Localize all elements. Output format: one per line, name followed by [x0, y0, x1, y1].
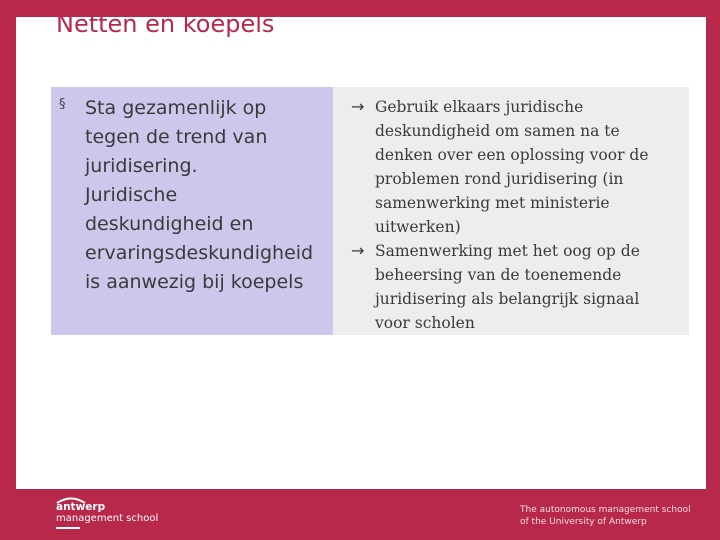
left-bullet-line: ervaringsdeskundigheid: [85, 242, 314, 264]
arrow-item-line: uitwerken): [375, 218, 461, 236]
tagline-line: The autonomous management school: [520, 505, 691, 515]
left-text-box: [51, 87, 333, 335]
left-bullet-line: Juridische: [85, 184, 178, 206]
left-bullet-line: is aanwezig bij koepels: [85, 271, 304, 293]
right-text-box: [333, 87, 689, 335]
arrow-item-line: problemen rond juridisering (in: [375, 170, 624, 188]
bullet-marker: §: [59, 97, 66, 112]
arrow-item-line: voor scholen: [375, 314, 475, 332]
left-bullet-line: deskundigheid en: [85, 213, 254, 235]
arrow-item-text: [375, 239, 685, 335]
logo-text-line2: management school: [56, 513, 159, 524]
arrow-item-line: Gebruik elkaars juridische: [375, 98, 584, 116]
logo-underline: [56, 527, 80, 529]
slide-title: Netten en koepels: [56, 10, 275, 38]
logo-text-line1: antwerp: [56, 501, 106, 513]
arrow-right-icon: →: [351, 97, 365, 116]
arrow-item-line: beheersing van de toenemende: [375, 266, 622, 284]
arrow-item-line: Samenwerking met het oog op de: [375, 242, 640, 260]
left-bullet-line: Sta gezamenlijk op: [85, 97, 267, 119]
left-bullet-line: tegen de trend van: [85, 126, 268, 148]
left-bullet-line: juridisering.: [85, 155, 198, 177]
left-bullet-text: [85, 94, 329, 297]
arrow-item-line: samenwerking met ministerie: [375, 194, 610, 212]
arrow-right-icon: →: [351, 241, 365, 260]
footer-tagline: [520, 504, 691, 528]
arrow-item-line: juridisering als belangrijk signaal: [375, 290, 640, 308]
tagline-line: of the University of Antwerp: [520, 517, 647, 527]
arrow-item-line: deskundigheid om samen na te: [375, 122, 620, 140]
arrow-item-line: denken over een oplossing voor de: [375, 146, 649, 164]
antwerp-management-school-logo: [56, 496, 166, 532]
arrow-item-text: [375, 95, 685, 239]
